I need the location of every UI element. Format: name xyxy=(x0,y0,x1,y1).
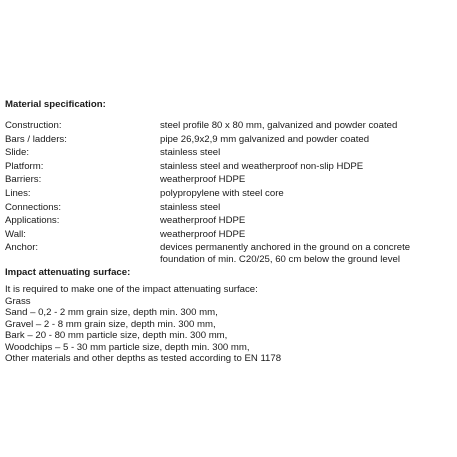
spec-label: Applications: xyxy=(5,215,60,227)
impact-surface-heading: Impact attenuating surface: xyxy=(5,267,131,278)
impact-surface-line: Sand – 0,2 - 2 mm grain size, depth min. 300 mm, xyxy=(5,307,218,318)
spec-row xyxy=(5,215,452,227)
spec-value: polypropylene with steel core xyxy=(160,187,284,199)
spec-row xyxy=(5,134,452,146)
spec-value: devices permanently anchored in the ground on a concrete foundation of min. C20/25, 60 cm below the ground level xyxy=(160,242,411,265)
spec-label: Lines: xyxy=(5,187,31,199)
spec-label: Wall: xyxy=(5,228,26,240)
spec-value: stainless steel xyxy=(160,201,221,213)
spec-label: Anchor: xyxy=(5,242,39,254)
impact-surface-line: Grass xyxy=(5,295,31,307)
spec-row xyxy=(5,229,452,241)
spec-label: Barriers: xyxy=(5,174,42,186)
spec-row xyxy=(5,242,452,265)
spec-value: stainless steel and weatherproof non-slip HDPE xyxy=(160,160,364,172)
spec-label: Construction: xyxy=(5,120,62,131)
spec-label: Slide: xyxy=(5,147,29,159)
impact-surface-line: Bark – 20 - 80 mm particle size, depth min. 300 mm, xyxy=(5,330,228,341)
impact-surface-line: Other materials and other depths as tested according to EN 1178 xyxy=(5,353,282,364)
material-spec-heading: Material specification: xyxy=(5,99,106,110)
impact-surface-text xyxy=(5,284,452,365)
spec-value: pipe 26,9x2,9 mm galvanized and powder coated xyxy=(160,133,370,145)
spec-label: Connections: xyxy=(5,201,61,213)
spec-row xyxy=(5,161,452,173)
spec-label: Bars / ladders: xyxy=(5,133,67,145)
impact-surface-line: Woodchips – 5 - 30 mm particle size, depth min. 300 mm, xyxy=(5,341,250,353)
spec-row xyxy=(5,188,452,200)
spec-row xyxy=(5,202,452,214)
spec-value: weatherproof HDPE xyxy=(160,174,246,186)
spec-value: steel profile 80 x 80 mm, galvanized and powder coated xyxy=(160,120,398,131)
spec-label: Platform: xyxy=(5,160,44,172)
spec-value: weatherproof HDPE xyxy=(160,228,246,240)
material-spec-table xyxy=(5,120,452,267)
spec-row xyxy=(5,147,452,159)
spec-row xyxy=(5,120,452,132)
spec-row xyxy=(5,174,452,186)
spec-value: stainless steel xyxy=(160,147,221,159)
spec-value: weatherproof HDPE xyxy=(160,215,246,227)
impact-surface-line: Gravel – 2 - 8 mm grain size, depth min. 300 mm, xyxy=(5,318,216,330)
impact-surface-line: It is required to make one of the impact attenuating surface: xyxy=(5,284,258,295)
